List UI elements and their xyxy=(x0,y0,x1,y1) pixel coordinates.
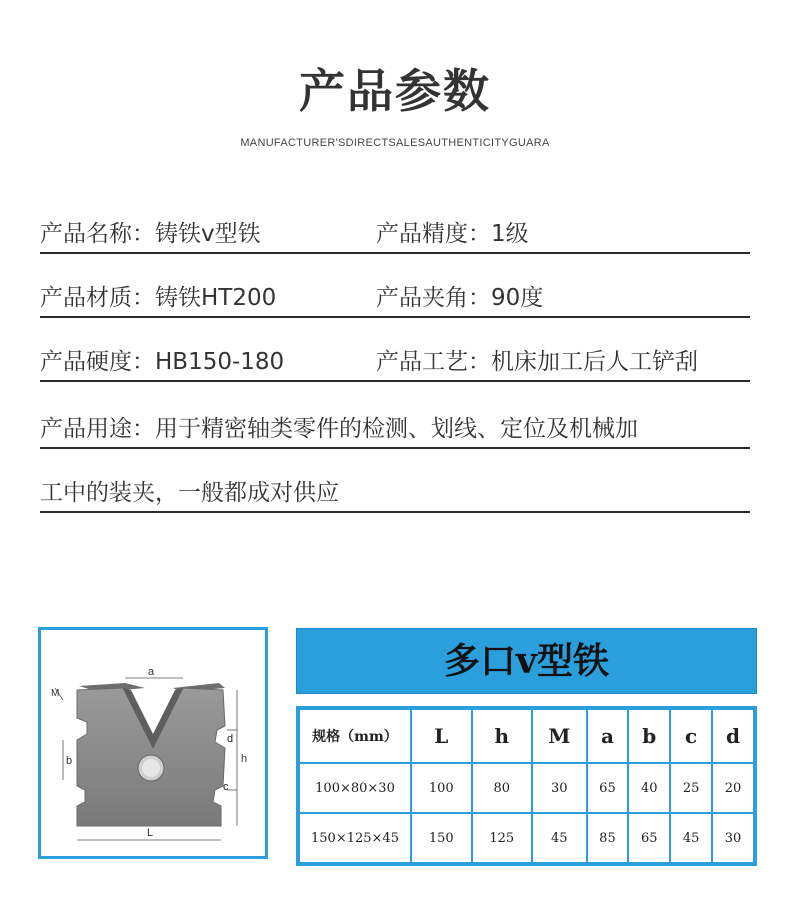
spec-table xyxy=(296,706,757,866)
table-cell: 65 xyxy=(587,763,629,813)
table-cell: 20 xyxy=(712,763,754,813)
param-usage-line2: 工中的装夹，一般都成对供应 xyxy=(40,480,339,506)
table-cell: 80 xyxy=(472,763,533,813)
param-material: 产品材质：铸铁HT200 xyxy=(40,285,277,311)
header-cell: 规格（mm） xyxy=(299,709,411,763)
param-precision: 产品精度：1级 xyxy=(376,221,529,247)
label-l: L xyxy=(147,827,154,839)
table-row xyxy=(299,813,754,863)
header-cell: h xyxy=(472,709,533,763)
divider-5 xyxy=(40,511,750,513)
header-cell: M xyxy=(532,709,586,763)
divider-3 xyxy=(40,380,750,382)
param-usage-line1: 产品用途：用于精密轴类零件的检测、划线、定位及机械加 xyxy=(40,416,638,442)
label-a: a xyxy=(147,666,155,678)
header-cell: a xyxy=(587,709,629,763)
table-cell: 150 xyxy=(411,813,472,863)
table-cell: 100 xyxy=(411,763,472,813)
label-d: d xyxy=(227,733,234,745)
param-row-4 xyxy=(40,414,750,444)
param-process: 产品工艺：机床加工后人工铲刮 xyxy=(376,349,698,375)
page-subtitle: MANUFACTURER'SDIRECTSALESAUTHENTICITYGUARA xyxy=(240,137,550,149)
divider-1 xyxy=(40,252,750,254)
table-cell: 45 xyxy=(670,813,712,863)
table-cell: 125 xyxy=(472,813,533,863)
table-header-row xyxy=(299,709,754,763)
table-row xyxy=(299,763,754,813)
header-cell: d xyxy=(712,709,754,763)
table-cell: 40 xyxy=(628,763,670,813)
table-cell: 100×80×30 xyxy=(299,763,411,813)
page-title: 产品参数 xyxy=(299,64,491,118)
label-m: M xyxy=(51,688,60,699)
label-h: h xyxy=(241,753,248,765)
v-block-figure xyxy=(38,627,268,859)
table-cell: 85 xyxy=(587,813,629,863)
divider-2 xyxy=(40,316,750,318)
table-cell: 65 xyxy=(628,813,670,863)
table-cell: 30 xyxy=(712,813,754,863)
table-cell: 25 xyxy=(670,763,712,813)
divider-4 xyxy=(40,447,750,449)
label-c: c xyxy=(223,781,229,793)
header-cell: c xyxy=(670,709,712,763)
param-row-1 xyxy=(40,219,750,249)
param-row-5 xyxy=(40,478,750,508)
param-hardness: 产品硬度：HB150-180 xyxy=(40,349,285,375)
param-name: 产品名称：铸铁v型铁 xyxy=(40,221,261,247)
header-cell: L xyxy=(411,709,472,763)
param-row-2 xyxy=(40,283,750,313)
table-cell: 150×125×45 xyxy=(299,813,411,863)
v-block-drawing xyxy=(41,630,265,856)
param-angle: 产品夹角：90度 xyxy=(376,285,544,311)
param-row-3 xyxy=(40,347,750,377)
center-hole-inner xyxy=(142,759,160,777)
table-title: 多口v型铁 xyxy=(296,628,757,694)
table-cell: 45 xyxy=(532,813,586,863)
table-cell: 30 xyxy=(532,763,586,813)
header-cell: b xyxy=(628,709,670,763)
label-b: b xyxy=(66,755,73,767)
